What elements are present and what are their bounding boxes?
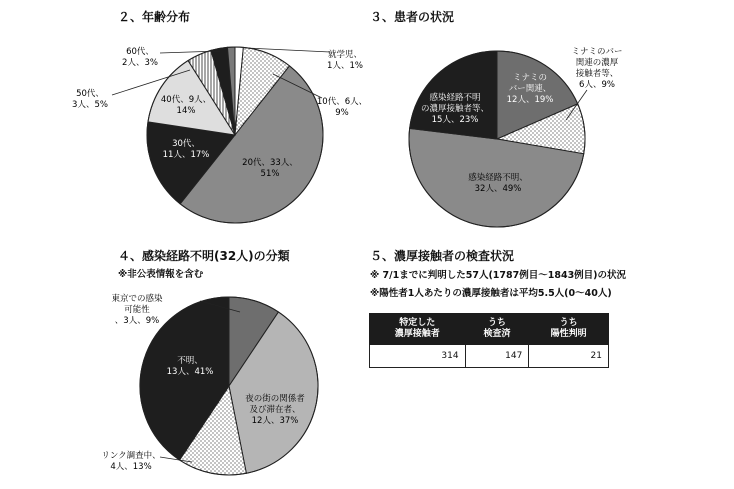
slice-label: ミナミのバー関連、 12人、19% <box>506 73 554 105</box>
contact-table <box>369 313 609 368</box>
slice-label: 夜の街の関係者及び滞在者、 12人、37% <box>245 394 305 426</box>
value-positive: 21 <box>529 345 609 368</box>
slice-label: 感染経路不明、 32人、49% <box>468 173 528 194</box>
slice-label: ミナミのバー関連の濃厚接触者等、 6人、9% <box>571 47 623 90</box>
slice-label: 40代、9人、 14% <box>160 95 212 116</box>
patient-pie-chart <box>409 51 585 227</box>
contact-note-2: ※陽性者1人あたりの濃厚接触者は平均5.5人(0～40人) <box>370 288 612 299</box>
slice-label: 20代、33人、 51% <box>242 158 298 179</box>
slice-label: 30代、 11人、17% <box>162 139 210 160</box>
header-positive: うち 陽性判明 <box>529 314 609 345</box>
age-pie-chart <box>147 47 323 223</box>
patient-section-title: ３、患者の状況 <box>370 10 455 24</box>
contact-section-title: ５、濃厚接触者の検査状況 <box>370 249 515 263</box>
slice-label: 就学児、 1人、1% <box>327 50 363 71</box>
contact-note-1: ※ 7/1までに判明した57人(1787例目～1843例目)の状況 <box>370 270 627 281</box>
value-tested: 147 <box>465 345 529 368</box>
slice-label: 60代、 2人、3% <box>122 47 158 68</box>
header-identified: 特定した 濃厚接触者 <box>370 314 466 345</box>
slice-label: リンク調査中、 4人、13% <box>101 451 161 472</box>
header-tested: うち 検査済 <box>465 314 529 345</box>
value-identified: 314 <box>370 345 466 368</box>
unknown-note: ※非公表情報を含む <box>118 269 204 280</box>
slice-label: 10代、6人、 9% <box>316 97 368 118</box>
slice-label: 感染経路不明の濃厚接触者等、 15人、23% <box>420 93 490 125</box>
age-section-title: ２、年齢分布 <box>118 10 191 24</box>
slice-label: 不明、 13人、41% <box>166 356 214 377</box>
unknown-section-title: ４、感染経路不明(32人)の分類 <box>118 249 290 263</box>
slice-label: 50代、 3人、5% <box>72 89 108 110</box>
unknown-route-pie-chart <box>140 297 318 475</box>
slice-label: 東京での感染可能性、3人、9% <box>111 294 163 326</box>
